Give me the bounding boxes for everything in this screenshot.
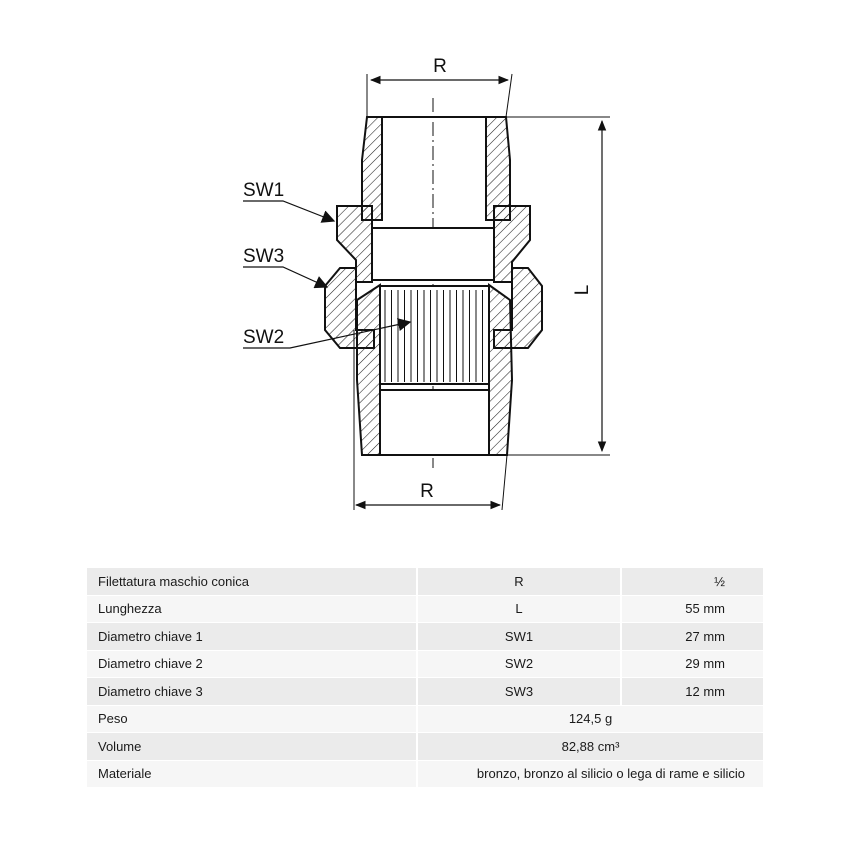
spec-value: ½ [620, 568, 763, 596]
spec-value: 12 mm [620, 678, 763, 706]
spec-label: Filettatura maschio conica [87, 568, 416, 596]
spec-row-wrench-2 [87, 651, 763, 679]
spec-row-volume [87, 733, 763, 761]
bottom-inner-bore [380, 390, 489, 455]
spec-row-weight [87, 706, 763, 734]
spec-value: 124,5 g [416, 706, 763, 734]
lower-body-left-wall [357, 285, 380, 455]
spec-label: Diametro chiave 1 [87, 623, 416, 651]
spec-label: Diametro chiave 2 [87, 651, 416, 679]
specs-table [87, 568, 763, 788]
spec-row-material [87, 761, 763, 789]
spec-row-wrench-1 [87, 623, 763, 651]
dimension-top-r [367, 56, 512, 117]
spec-label: Volume [87, 733, 416, 761]
top-thread-right-wall [486, 117, 510, 220]
spec-value: 27 mm [620, 623, 763, 651]
tag-sw3 [243, 246, 327, 287]
internal-thread [380, 286, 489, 384]
spec-label: Materiale [87, 761, 416, 789]
dimension-top-label: R [433, 56, 447, 77]
spec-row-length [87, 596, 763, 624]
tag-sw2-label: SW2 [243, 327, 285, 348]
tag-sw1-label: SW1 [243, 180, 285, 201]
dimension-length-label: L [572, 284, 593, 296]
spec-value: bronzo, bronzo al silicio o lega di rame e silicio [416, 761, 763, 789]
spec-label: Peso [87, 706, 416, 734]
top-inner-bore [372, 228, 494, 280]
spec-symbol: SW1 [416, 623, 620, 651]
fitting-body [325, 117, 542, 455]
tag-sw3-label: SW3 [243, 246, 285, 267]
spec-value: 29 mm [620, 651, 763, 679]
spec-symbol: R [416, 568, 620, 596]
spec-row-thread [87, 568, 763, 596]
spec-label: Diametro chiave 3 [87, 678, 416, 706]
spec-value: 55 mm [620, 596, 763, 624]
spec-symbol: SW3 [416, 678, 620, 706]
spec-label: Lunghezza [87, 596, 416, 624]
top-thread-left-wall [362, 117, 382, 220]
lower-body-right-wall [489, 285, 512, 455]
spec-value: 82,88 cm³ [416, 733, 763, 761]
spec-symbol: L [416, 596, 620, 624]
spec-symbol: SW2 [416, 651, 620, 679]
tag-sw1 [243, 180, 334, 221]
spec-row-wrench-3 [87, 678, 763, 706]
dimension-bottom-label: R [420, 481, 434, 502]
